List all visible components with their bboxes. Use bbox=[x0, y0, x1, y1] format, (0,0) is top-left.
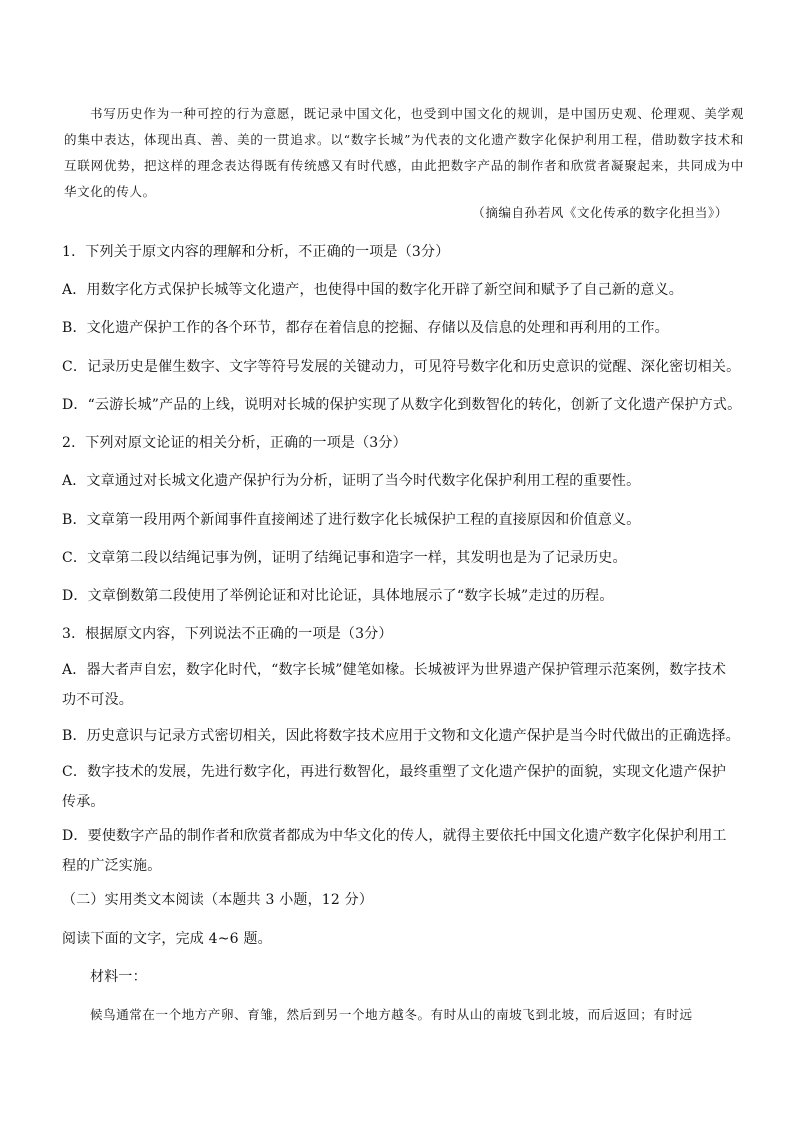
section-heading: （二）实用类文本阅读（本题共 3 小题，12 分） bbox=[62, 892, 374, 908]
passage-paragraph: 书写历史作为一种可控的行为意愿，既记录中国文化，也受到中国文化的规训，是中国历史观、伦理观、美学观的集中表达，体现出真、善、美的一贯追求。以“数字长城”为代表的文化遗产数字化保护利用工程，借助数字技术和互联网优势，把这样的理念表达得既有传统感又有时代感，由此把数字产品的制作者和欣赏者凝聚起来，共同成为中华文化的传人。 bbox=[64, 105, 744, 199]
question-2-option-d: D．文章倒数第二段使用了举例论证和对比论证，具体地展示了“数字长城”走过的历程。 bbox=[62, 588, 614, 604]
question-2-option-a: A．文章通过对长城文化遗产保护行为分析，证明了当今时代数字化保护利用工程的重要性。 bbox=[62, 473, 641, 489]
question-3-stem: 3．根据原文内容，下列说法不正确的一项是（3分） bbox=[62, 626, 393, 642]
question-1-option-c: C．记录历史是催生数字、文字等符号发展的关键动力，可见符号数字化和历史意识的觉醒、深化密切相关。 bbox=[62, 359, 741, 375]
section-instruction: 阅读下面的文字，完成 4~6 题。 bbox=[62, 931, 272, 947]
question-2-option-c: C．文章第二段以结绳记事为例，证明了结绳记事和造字一样，其发明也是为了记录历史。 bbox=[62, 550, 627, 566]
question-2-stem: 2．下列对原文论证的相关分析，正确的一项是（3分） bbox=[62, 435, 407, 451]
question-3-option-b: B．历史意识与记录方式密切相关，因此将数字技术应用于文物和文化遗产保护是当今时代做出的正确选择。 bbox=[62, 728, 740, 744]
passage-source: （摘编自孙若风《文化传承的数字化担当》） bbox=[472, 205, 728, 220]
question-1-option-d: D．“云游长城”产品的上线，说明对长城的保护实现了从数字化到数智化的转化，创新了文化遗产保护方式。 bbox=[62, 397, 742, 413]
material-text: 候鸟通常在一个地方产卵、育雏，然后到另一个地方越冬。有时从山的南坡飞到北坡，而后返回；有时远 bbox=[90, 1007, 693, 1022]
material-label: 材料一： bbox=[90, 969, 147, 985]
question-3-option-c: C．数字技术的发展，先进行数字化，再进行数智化，最终重塑了文化遗产保护的面貌，实现文化遗产保护传承。 bbox=[62, 764, 727, 810]
question-3-option-a: A．器大者声自宏，数字化时代，“数字长城”健笔如椽。长城被评为世界遗产保护管理示范案例，数字技术功不可没。 bbox=[62, 662, 727, 708]
question-3-option-d: D．要使数字产品的制作者和欣赏者都成为中华文化的传人，就得主要依托中国文化遗产数字化保护利用工程的广泛实施。 bbox=[62, 828, 727, 874]
question-2-option-b: B．文章第一段用两个新闻事件直接阐述了进行数字化长城保护工程的直接原因和价值意义。 bbox=[62, 512, 641, 528]
question-1-option-b: B．文化遗产保护工作的各个环节，都存在着信息的挖掘、存储以及信息的处理和再利用的工作。 bbox=[62, 320, 669, 336]
question-1-option-a: A．用数字化方式保护长城等文化遗产，也使得中国的数字化开辟了新空间和赋予了自己新的意义。 bbox=[62, 282, 683, 298]
question-1-stem: 1．下列关于原文内容的理解和分析，不正确的一项是（3分） bbox=[62, 244, 450, 260]
